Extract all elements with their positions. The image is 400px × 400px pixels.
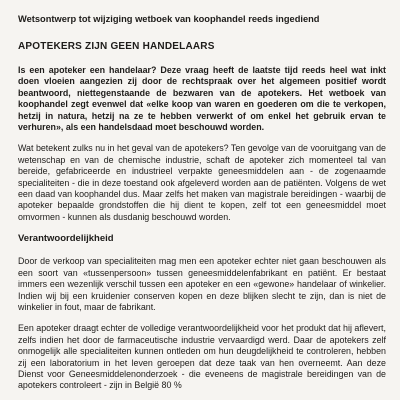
article-heading: APOTEKERS ZIJN GEEN HANDELAARS [18,41,215,52]
body-paragraph-1: Wat betekent zulks nu in het geval van de apotekers? Ten gevolge van de vooruitgang van de wetenschap en van de chemische industrie, schaft de apoteker zich momenteel tal van bereide, gefabriceerde en industrieel verpakte geneesmiddelen aan - de zogenaamde specialiteiten - die in deze toestand ook afgeleverd worden aan de patiënten. Volgens de wet een daad van koophandel dus. Maar zelfs het maken van magistrale bereidingen - waarbij de apoteker bepaalde grondstoffen die hij dient te kopen, zelf tot een geneesmiddel moet omvormen - kunnen als dusdanig beschouwd worden. [18,143,386,222]
body-paragraph-3: Een apoteker draagt echter de volledige verantwoordelijkheid voor het produkt dat hij aflevert, zelfs indien het door de farmaceutische industrie vervaardigd werd. Daar de apotekers zelf onmogelijk alle specialiteiten kunnen ontleden om hun deugdelijkheid te controleren, hebben zij een laboratorium in het leven geroepen dat deze taak van hen overneemt. Aan deze Dienst voor Geneesmiddelenonderzoek - die eveneens de magistrale bereidingen van de apotekers controleert - zijn in België 80 % [18,323,386,391]
document-title: Wetsontwerp tot wijziging wetboek van koophandel reeds ingediend [18,14,320,24]
lead-paragraph: Is een apoteker een handelaar? Deze vraag heeft de laatste tijd reeds heel wat inkt doen vloeien aangezien zij door de rechtspraak over het algemeen positief wordt beantwoord, niettegenstaande de bezwaren van de apotekers. Het wetboek van koophandel zegt evenwel dat «elke koop van waren en goederen om die te verkopen, hetzij in natura, hetzij na ze te hebben verwerkt of om enkel het gebruik ervan te verhuren», als een handelsdaad moet beschouwd worden. [18,65,386,133]
section-subheading: Verantwoordelijkheid [18,233,114,245]
body-paragraph-2: Door de verkoop van specialiteiten mag men een apoteker echter niet gaan beschouwen als een soort van «tussenpersoon» tussen geneesmiddelenfabrikant en patiënt. Er bestaat immers een wezenlijk verschil tussen een apoteker en een «gewone» handelaar of winkelier. Indien wij bij een kruidenier conserven kopen en deze blijken slecht te zijn, dan is niet de winkelier in fout, maar de fabrikant. [18,256,386,312]
